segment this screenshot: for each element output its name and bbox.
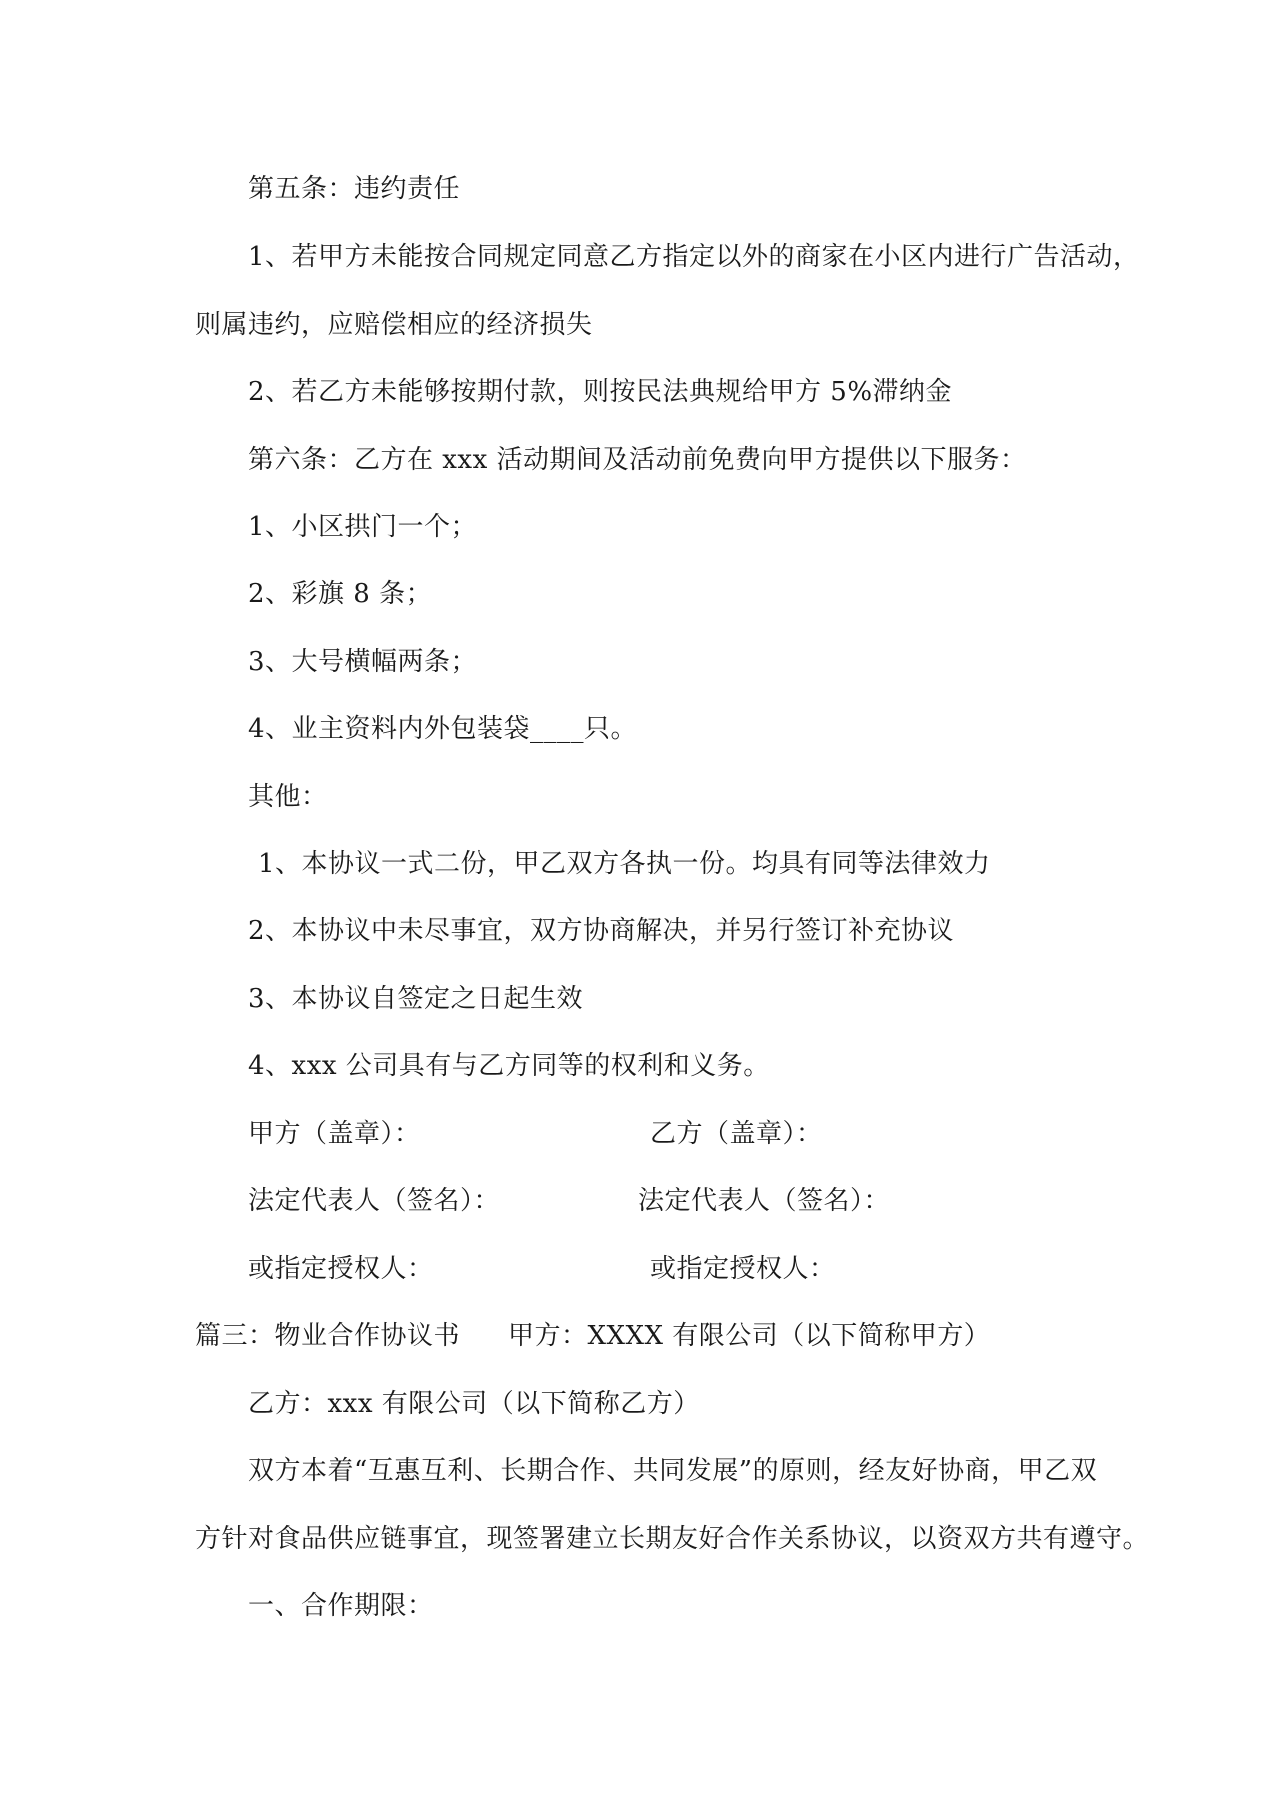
other-item-2: 2、本协议中未尽事宜，双方协商解决，并另行签订补充协议 bbox=[248, 916, 955, 946]
party-b-seal-label: 乙方（盖章）： bbox=[650, 1119, 823, 1149]
article-6-heading: 第六条：乙方在 xxx 活动期间及活动前免费向甲方提供以下服务： bbox=[248, 445, 1027, 475]
part-3-intro-line-2: 方针对食品供应链事宜，现签署建立长期友好合作关系协议，以资双方共有遵守。 bbox=[195, 1524, 1150, 1554]
article-6-item-4: 4、业主资料内外包装袋____只。 bbox=[248, 714, 638, 744]
part-3-intro-line-1: 双方本着“互惠互利、长期合作、共同发展”的原则，经友好协商，甲乙双 bbox=[248, 1456, 1098, 1486]
part-3-title: 篇三：物业合作协议书 bbox=[195, 1321, 461, 1351]
party-a-authorized-label: 或指定授权人： bbox=[248, 1254, 434, 1284]
part-3-party-a: 甲方：XXXX 有限公司（以下简称甲方） bbox=[508, 1321, 991, 1351]
party-a-seal-label: 甲方（盖章）： bbox=[248, 1119, 421, 1149]
other-heading: 其他： bbox=[248, 782, 328, 812]
article-6-item-2: 2、彩旗 8 条； bbox=[248, 579, 433, 609]
other-item-4: 4、xxx 公司具有与乙方同等的权利和义务。 bbox=[248, 1051, 770, 1081]
article-5-heading: 第五条：违约责任 bbox=[248, 174, 461, 204]
part-3-section-1-heading: 一、合作期限： bbox=[248, 1591, 434, 1621]
article-5-item-2: 2、若乙方未能够按期付款，则按民法典规给甲方 5%滞纳金 bbox=[248, 377, 953, 407]
article-6-item-1: 1、小区拱门一个； bbox=[248, 512, 478, 542]
article-6-item-3: 3、大号横幅两条； bbox=[248, 647, 478, 677]
party-b-authorized-label: 或指定授权人： bbox=[650, 1254, 836, 1284]
party-b-representative-label: 法定代表人（签名）： bbox=[638, 1186, 891, 1216]
other-item-1: 1、本协议一式二份，甲乙双方各执一份。均具有同等法律效力 bbox=[258, 849, 991, 879]
article-5-item-1-line-2: 则属违约，应赔偿相应的经济损失 bbox=[195, 310, 593, 340]
party-a-representative-label: 法定代表人（签名）： bbox=[248, 1186, 501, 1216]
part-3-party-b: 乙方：xxx 有限公司（以下简称乙方） bbox=[248, 1389, 700, 1419]
other-item-3: 3、本协议自签定之日起生效 bbox=[248, 984, 584, 1014]
article-5-item-1-line-1: 1、若甲方未能按合同规定同意乙方指定以外的商家在小区内进行广告活动， bbox=[248, 242, 1140, 272]
